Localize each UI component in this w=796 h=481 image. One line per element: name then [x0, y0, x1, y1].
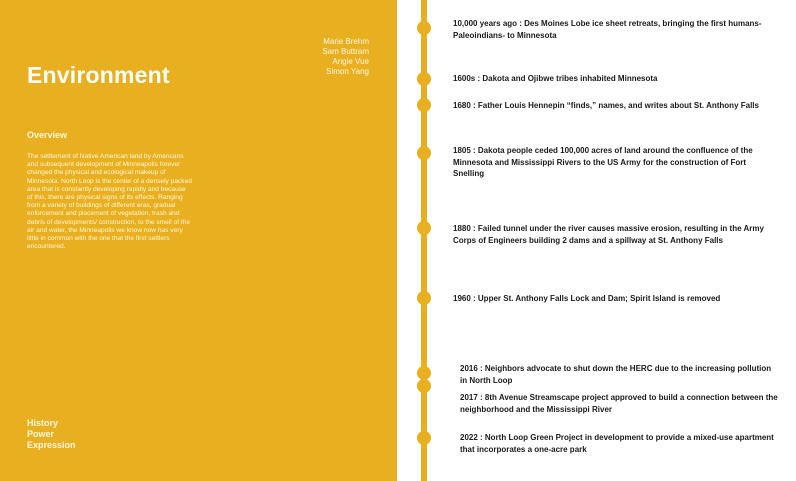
timeline-event: 1960 : Upper St. Anthony Falls Lock and Dam; Spirit Island is removed	[453, 294, 721, 303]
timeline-event: 1600s : Dakota and Ojibwe tribes inhabited Minnesota	[453, 74, 658, 83]
timeline-dot	[417, 21, 431, 35]
timeline-dot	[417, 72, 431, 86]
overview-text: The settlement of Native American land by Americans and subsequent development of Minneapolis forever changed the physical and ecological makeup of Minnesota. North Loop is the center of a densely packed area that is constantly developing rapidly and because of this, there are physical signs of its effects. Ranging from a variety of buildings of different eras, gradual enforcement and placement of vegetation, trash and debris of developments/ construction, to the smell of the air and water, the Minneapolis we know now has very little in common with the one that the first settlers encountered.	[27, 153, 192, 251]
nav-link-expression[interactable]: Expression	[27, 440, 76, 450]
nav-link-power[interactable]: Power	[27, 429, 55, 439]
timeline-dot	[417, 98, 431, 112]
author-name: Marie Brehm	[323, 37, 369, 46]
timeline-event: 10,000 years ago : Des Moines Lobe ice sheet retreats, bringing the first humans- Paleoindians- to Minnesota	[453, 19, 762, 40]
timeline-dot	[417, 146, 431, 160]
overview-heading: Overview	[27, 130, 68, 140]
timeline-event: 1880 : Failed tunnel under the river causes massive erosion, resulting in the Army Corps of Engineers building 2 dams and a spillway at St. Anthony Falls	[453, 224, 764, 245]
timeline-event: 2022 : North Loop Green Project in development to provide a mixed-use apartment that incorporates a one-acre park	[460, 433, 774, 454]
author-name: Simon Yang	[326, 67, 369, 76]
author-list	[249, 37, 369, 77]
timeline-event: 2016 : Neighbors advocate to shut down the HERC due to the increasing pollution in North Loop	[460, 364, 772, 385]
timeline-dot	[417, 379, 431, 393]
timeline-dot	[417, 366, 431, 380]
author-name: Sam Buttram	[322, 47, 369, 56]
left-panel	[0, 0, 397, 481]
timeline-dot	[417, 291, 431, 305]
section-nav	[27, 418, 76, 451]
nav-link-history[interactable]: History	[27, 418, 59, 428]
timeline-event: 2017 : 8th Avenue Streamscape project approved to build a connection between the neighborhood and the Mississippi River	[460, 393, 778, 414]
timeline-event: 1805 : Dakota people ceded 100,000 acres of land around the confluence of the Minnesota and Mississippi Rivers to the US Army for the construction of Fort Snelling	[453, 146, 753, 178]
timeline-event: 1680 : Father Louis Hennepin “finds,” names, and writes about St. Anthony Falls	[453, 101, 759, 110]
page-title: Environment	[27, 62, 170, 88]
timeline-dot	[417, 431, 431, 445]
timeline-dot	[417, 221, 431, 235]
timeline-panel	[397, 0, 796, 481]
author-name: Angie Vue	[332, 57, 369, 66]
